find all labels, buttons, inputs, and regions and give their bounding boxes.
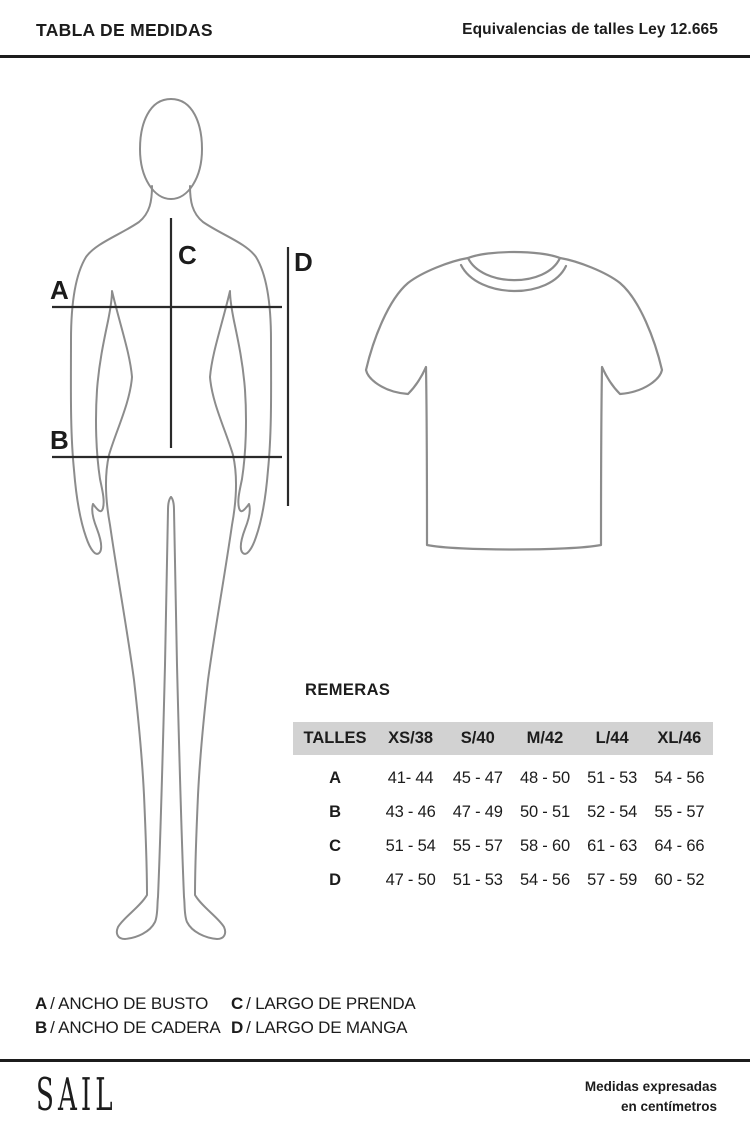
table-row — [293, 863, 713, 897]
col-header-l: L/44 — [595, 729, 629, 747]
col-header-talles: TALLES — [303, 729, 367, 747]
measure-label-b: B — [50, 425, 69, 455]
figure-left-outline — [71, 186, 171, 939]
header-divider — [0, 55, 750, 58]
legend-item-d — [231, 1017, 416, 1038]
table-row — [293, 761, 713, 795]
size-table-header — [293, 722, 713, 755]
measure-label-a: A — [50, 275, 69, 305]
footer-note-line1: Medidas expresadas — [584, 1079, 717, 1094]
header-subtitle: Equivalencias de talles Ley 12.665 — [462, 21, 718, 38]
tshirt-icon — [358, 245, 670, 567]
size-table-body — [293, 761, 713, 897]
legend-text: / LARGO DE MANGA — [246, 1018, 408, 1037]
cell: 54 - 56 — [519, 871, 570, 889]
cell: 52 - 54 — [587, 803, 638, 821]
table-row — [293, 795, 713, 829]
legend-text: / LARGO DE PRENDA — [246, 994, 416, 1013]
cell: 54 - 56 — [654, 769, 705, 787]
legend-letter: C — [231, 994, 244, 1013]
cell: 45 - 47 — [452, 769, 503, 787]
cell: 55 - 57 — [452, 837, 503, 855]
figure-right-outline — [171, 186, 271, 939]
cell: 51 - 53 — [452, 871, 503, 889]
legend-letter: D — [231, 1018, 244, 1037]
legend-text: / ANCHO DE CADERA — [50, 1018, 221, 1037]
row-label: B — [329, 803, 341, 821]
legend-letter: B — [35, 1018, 48, 1037]
cell: 61 - 63 — [587, 837, 638, 855]
cell: 51 - 53 — [587, 769, 638, 787]
footer-note — [585, 1077, 717, 1118]
cell: 47 - 49 — [452, 803, 503, 821]
measurement-legend — [35, 993, 416, 1038]
row-label: D — [329, 871, 341, 889]
col-header-xs: XS/38 — [388, 729, 434, 747]
page-title: TABLA DE MEDIDAS — [36, 20, 213, 40]
cell: 48 - 50 — [519, 769, 570, 787]
col-header-s: S/40 — [460, 729, 495, 747]
tshirt-outline — [366, 252, 662, 550]
figure-head — [140, 99, 202, 199]
legend-item-b — [35, 1017, 231, 1038]
cell: 55 - 57 — [654, 803, 705, 821]
cell: 50 - 51 — [519, 803, 570, 821]
table-row — [293, 829, 713, 863]
legend-item-a — [35, 993, 231, 1014]
section-title-remeras: REMERAS — [305, 681, 391, 699]
cell: 57 - 59 — [587, 871, 638, 889]
legend-letter: A — [35, 994, 48, 1013]
row-label: A — [329, 769, 341, 787]
cell: 47 - 50 — [385, 871, 436, 889]
legend-text: / ANCHO DE BUSTO — [50, 994, 209, 1013]
cell: 58 - 60 — [519, 837, 570, 855]
brand-logo: SAIL — [36, 1068, 117, 1121]
footer-note-line2: en centímetros — [620, 1099, 717, 1115]
measure-label-c: C — [178, 240, 197, 270]
cell: 64 - 66 — [654, 837, 705, 855]
col-header-m: M/42 — [526, 729, 564, 747]
cell: 43 - 46 — [385, 803, 436, 821]
footer-divider — [0, 1059, 750, 1062]
cell: 51 - 54 — [385, 837, 436, 855]
cell: 60 - 52 — [654, 871, 705, 889]
legend-item-c — [231, 993, 416, 1014]
row-label: C — [329, 837, 341, 855]
cell: 41- 44 — [387, 769, 434, 787]
size-table — [293, 722, 713, 897]
measure-label-d: D — [294, 247, 313, 277]
female-figure-diagram — [30, 85, 315, 945]
col-header-xl: XL/46 — [657, 729, 702, 747]
